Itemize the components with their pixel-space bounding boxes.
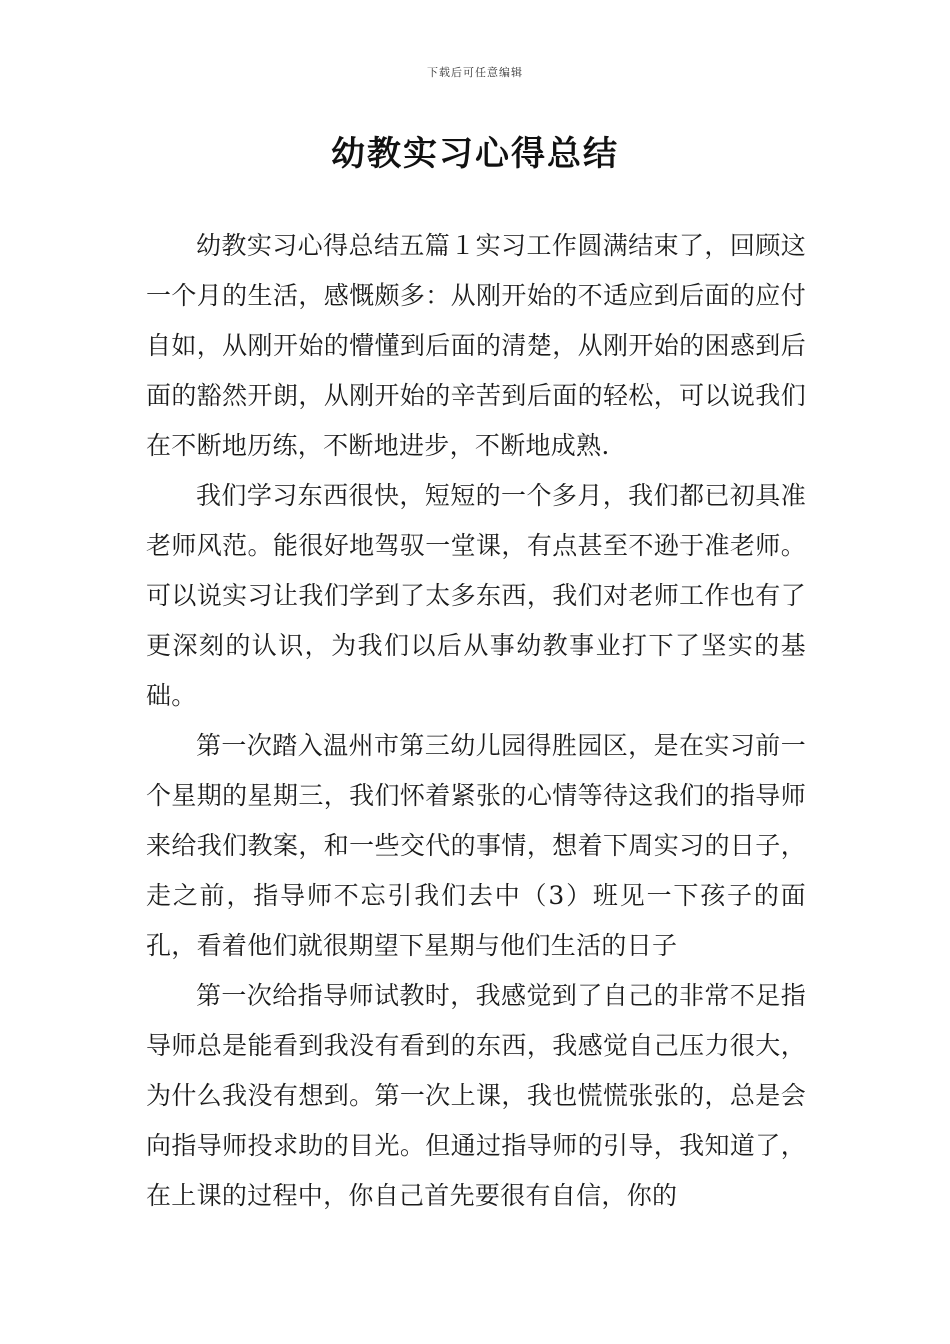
document-body (146, 221, 806, 1221)
header-note: 下载后可任意编辑 (427, 66, 523, 79)
paragraph-2: 我们学习东西很快，短短的一个多月，我们都已初具准老师风范。能很好地驾驭一堂课，有点甚至不逊于准老师。可以说实习让我们学到了太多东西，我们对老师工作也有了更深刻的认识，为我们以后从事幼教事业打下了坚实的基础。 (146, 481, 806, 710)
paragraph-1: 幼教实习心得总结五篇１实习工作圆满结束了，回顾这一个月的生活，感慨颇多：从刚开始的不适应到后面的应付自如，从刚开始的懵懂到后面的清楚，从刚开始的困惑到后面的豁然开朗，从刚开始的辛苦到后面的轻松，可以说我们在不断地历练，不断地进步，不断地成熟. (146, 231, 806, 460)
paragraph-3: 第一次踏入温州市第三幼儿园得胜园区，是在实习前一个星期的星期三，我们怀着紧张的心情等待这我们的指导师来给我们教案，和一些交代的事情，想着下周实习的日子，走之前，指导师不忘引我们去中（3）班见一下孩子的面孔，看着他们就很期望下星期与他们生活的日子 (146, 731, 806, 960)
paragraph-4: 第一次给指导师试教时，我感觉到了自己的非常不足指导师总是能看到我没有看到的东西，我感觉自己压力很大，为什么我没有想到。第一次上课，我也慌慌张张的，总是会向指导师投求助的目光。但通过指导师的引导，我知道了，在上课的过程中，你自己首先要很有自信，你的 (146, 981, 806, 1210)
document-title: 幼教实习心得总结 (331, 134, 619, 174)
